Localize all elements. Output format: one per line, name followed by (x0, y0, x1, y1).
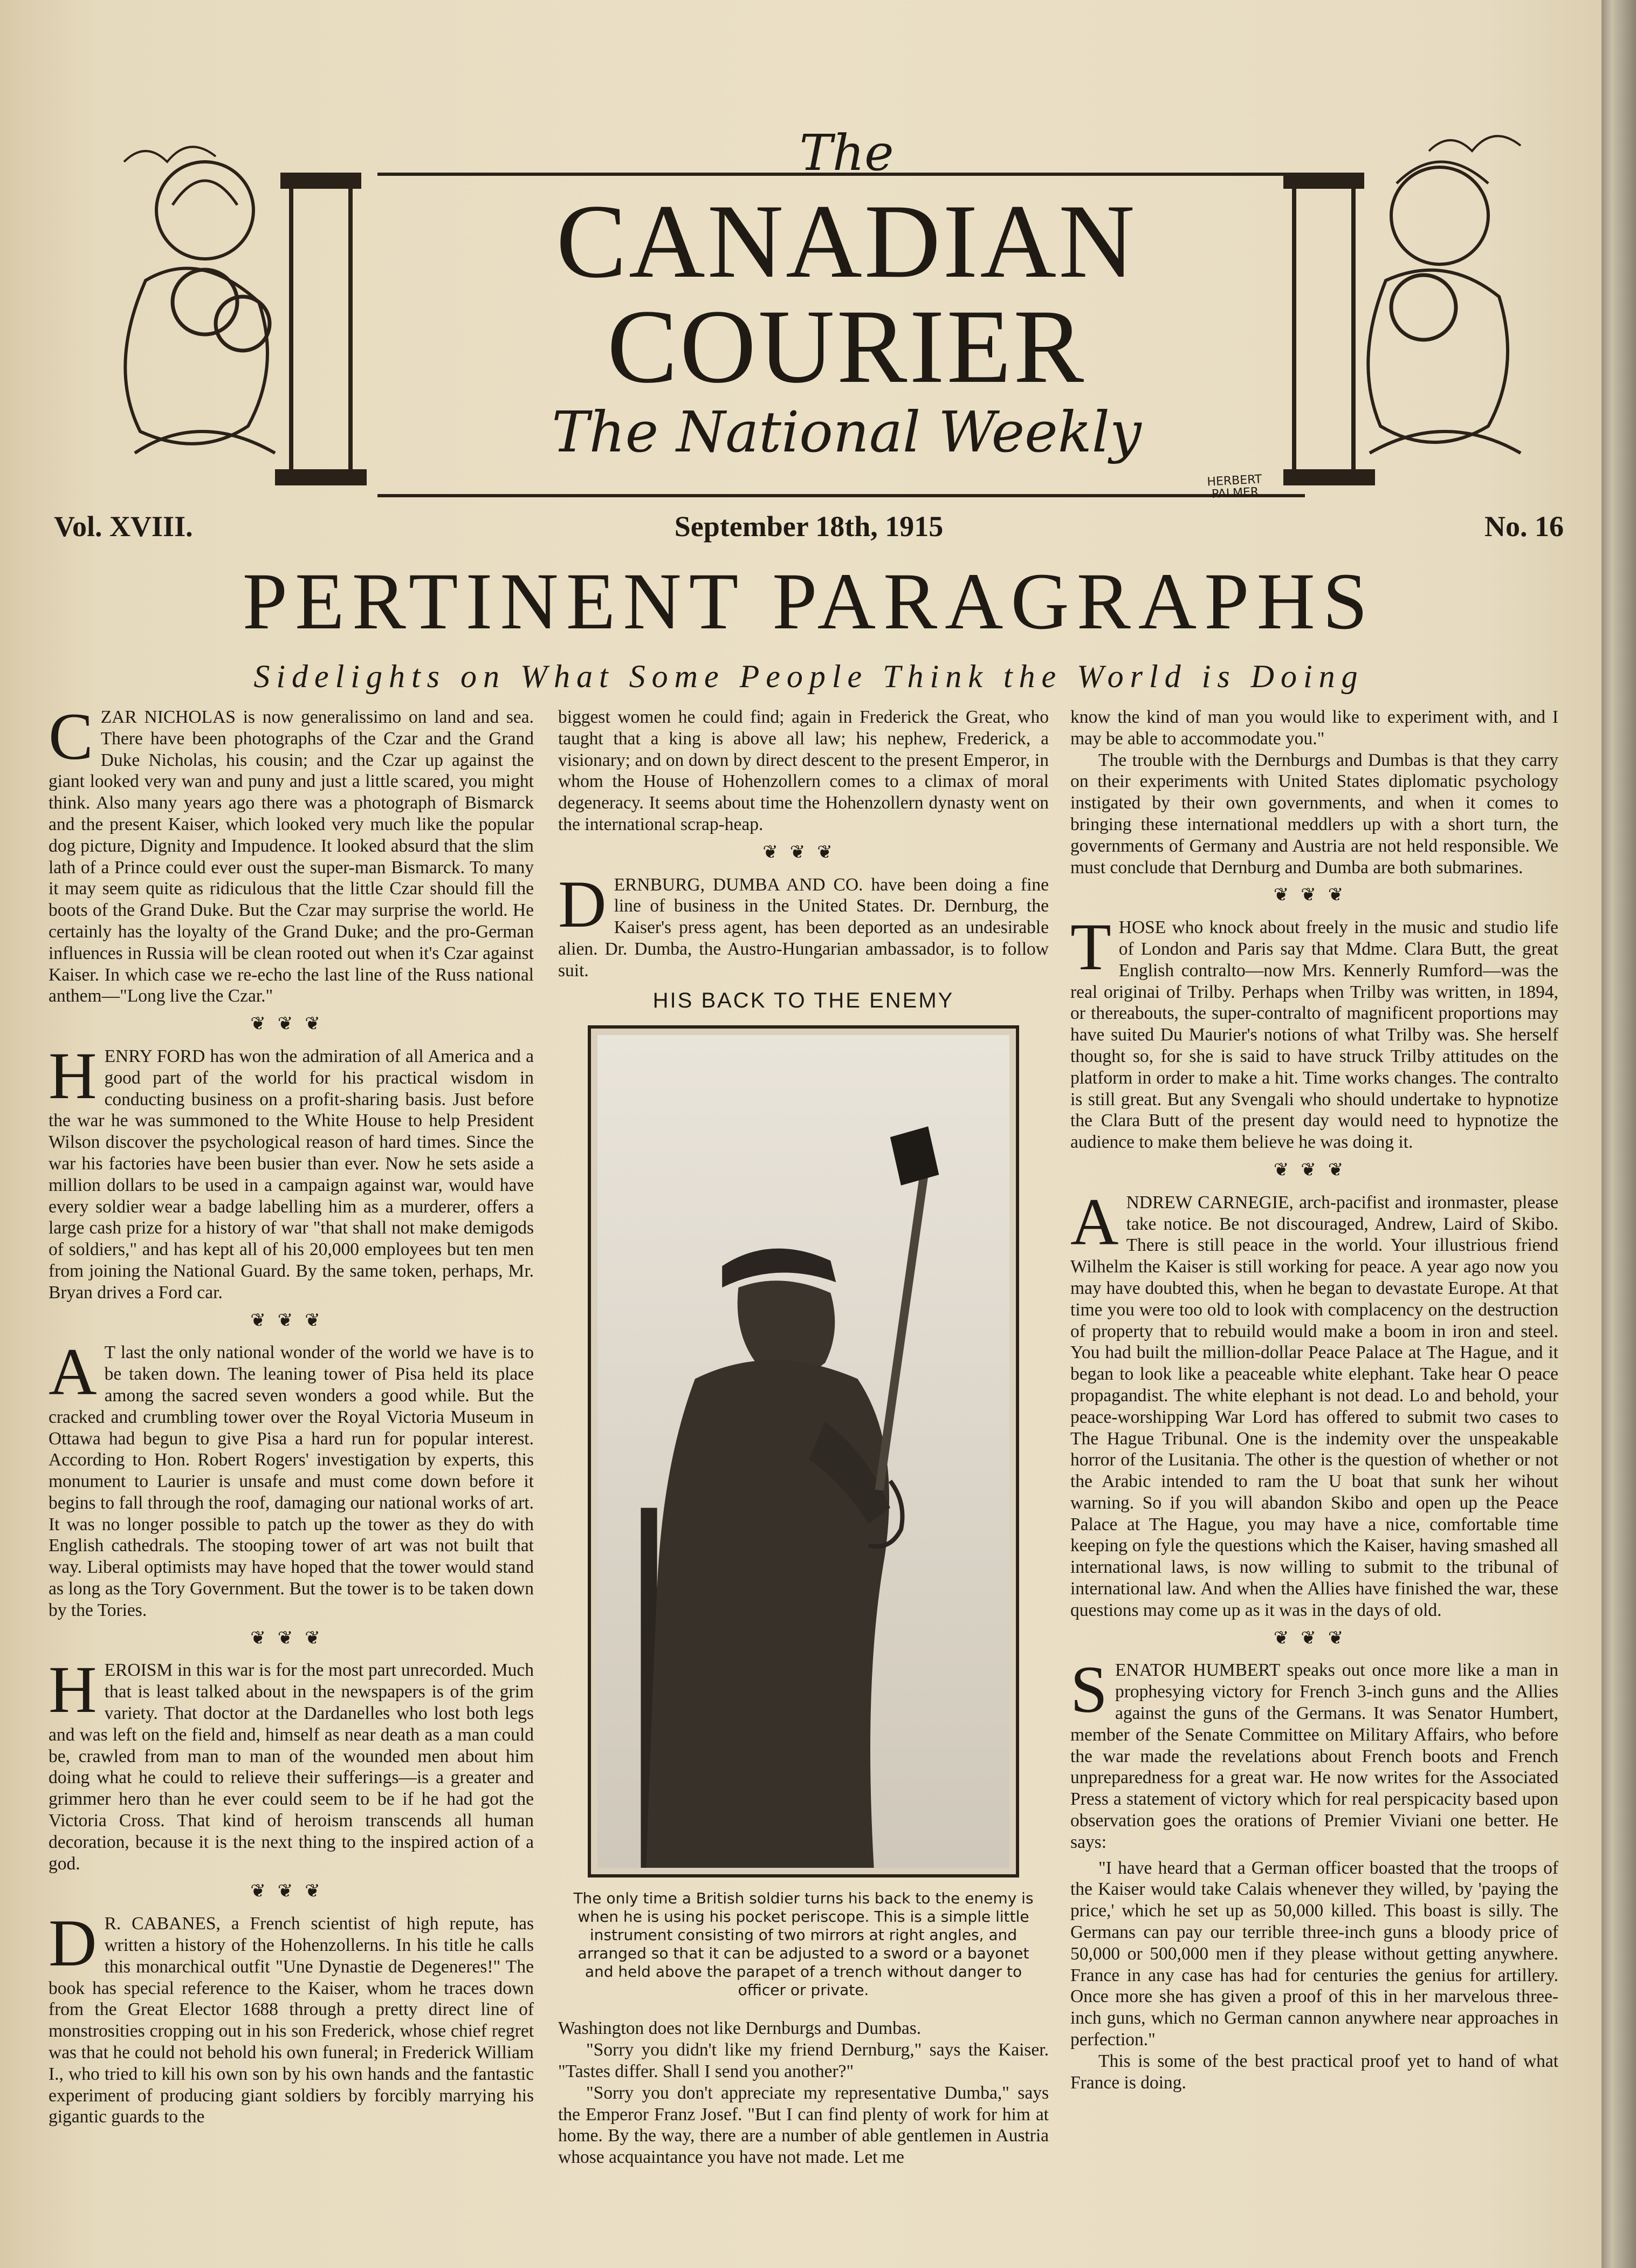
column-3 (1070, 707, 1558, 2093)
issue-number: No. 16 (1484, 510, 1564, 543)
paragraph-carnegie (1070, 1184, 1558, 1621)
column-1 (49, 700, 534, 2132)
masthead (102, 108, 1558, 507)
page-headline: PERTINENT PARAGRAPHS (242, 557, 1376, 646)
paragraph-humbert (1070, 1653, 1558, 1853)
drop-cap: D (49, 1906, 97, 1981)
paragraph-text: ENRY FORD has won the admiration of all America and a good part of the world for his practical wisdom in conducting business on a profit-sharing basis. Just before the war he was summoned to the White House to help President Wilson discover the psychological reason of hard times. Since the war his factories have been busier than ever. Now he sets aside a million dollars to be used in a campaign against war, would have every soldier wear a badge labelling him as a murderer, offers a large cash prize for a history of war "that shall not make demigods of soldiers," and has kept all of his 20,000 employees but ten men from joining the National Guard. By the same token, perhaps, Mr. Bryan drives a Ford car. (49, 1046, 534, 1303)
paragraph-text: HOSE who knock about freely in the music and studio life of London and Paris say that Mdme. Clara Butt, the great English contralto—now Mrs. Kennerly Rumford—was the real originai of Trilby. Perhaps when Trilby was written, in 1894, or thereabouts, the super-contralto of magnificent proportions may have suited Du Maurier's notions of what Trilby was. She herself thought so, for she is said to have struck Trilby attitudes on the platform in order to make a hit. Time works changes. The contralto is still great. But any Svengali who should undertake to hypnotize the Clara Butt of the present day would need to hypnotize the audience to make them believe he was doing it. (1070, 917, 1558, 1153)
paragraph-czar (49, 700, 534, 1007)
section-separator: ❦❦❦ (762, 841, 844, 863)
section-separator: ❦❦❦ (1273, 1159, 1356, 1181)
paragraph-sorry-kaiser: "Sorry you didn't like my friend Dernburg," says the Kaiser. "Tastes differ. Shall I send you another?" (558, 2040, 1049, 2081)
paragraph-cabanes (49, 1906, 534, 2128)
right-cherub-illustration (1283, 119, 1537, 496)
paragraph-text: EROISM in this war is for the most part unrecorded. Much that is least talked about in the newspapers is of the grim variety. That doctor at the Dardanelles who lost both legs and was left on the field and, himself as near death as a man could be, crawled from man to man of the wounded men about him doing what he could to relieve their sufferings—is a greater and grimmer hero than he ever could seem to be if he had got the Victoria Cross. That kind of heroism transcends all human decoration, because it is the next thing to the inspired action of a god. (49, 1660, 534, 1874)
drop-cap: S (1070, 1653, 1108, 1727)
paragraph-text: ERNBURG, DUMBA AND CO. have been doing a fine line of business in the United States. Dr. Dernburg, the Kaiser's press agent, has been deported as an undesirable alien. Dr. Dumba, the Austro-Hungarian ambassador, is to follow suit. (558, 874, 1049, 981)
section-separator: ❦❦❦ (250, 1013, 332, 1035)
drop-cap: H (49, 1653, 97, 1727)
soldier-periscope-photo-image (597, 1035, 1009, 1868)
section-separator: ❦❦❦ (1273, 884, 1356, 906)
paragraph-closing: This is some of the best practical proof yet to hand of what France is doing. (1070, 2051, 1558, 2093)
paragraph-pisa (49, 1335, 534, 1621)
section-separator: ❦❦❦ (1273, 1627, 1356, 1649)
photo-caption: The only time a British soldier turns his back to the enemy is when he is using his pocket periscope. This is a simple little instrument consisting of two mirrors at right angles, and arranged so that it can be adjusted to a sword or a bayonet and held above the parapet of a trench without danger to officer or private. (573, 1889, 1034, 1999)
paragraph-text: ZAR NICHOLAS is now generalissimo on land and sea. There have been photographs of the Czar and the Grand Duke Nicholas, his cousin; and the Czar up against the giant looked very wan and puny and just a little scared, you might think. Also many years ago there was a photograph of Bismarck and the present Kaiser, which looked very much like the popular dog picture, Dignity and Impudence. It looked absurd that the slim lath of a Prince could ever oust the super-man Bismarck. To many it may seem quite as ridiculous that the little Czar should fill the boots of the Grand Duke. But the Czar may surprise the world. He certainly has the loyalty of the Grand Duke; and the pro-German influences in Russia will be clean rooted out when it's Czar against Kaiser. In which case we re-echo the last line of the Russ national anthem—"Long live the Czar." (49, 707, 534, 1006)
paragraph-text: NDREW CARNEGIE, arch-pacifist and ironmaster, please take notice. Be not discouraged, Andrew, Laird of Skibo. There is still peace in the world. Your illustrious friend Wilhelm the Kaiser is still working for peace. A year ago now you may have doubted this, when he began to devastate Europe. At that time you were too old to look with complacency on the destruction of property that to rebuild would make a boom in iron and steel. You had built the million-dollar Peace Palace at The Hague, and it began to look like a peaceable white elephant. Take hear O peace propagandist. The white elephant is not dead. Lo and behold, your peace-worshipping War Lord has offered to submit two cases to The Hague Tribunal. One is the indemity over the unspeakable horror of the Lusitania. The other is the question of whether or not the Arabic intended to ram the U boat that sunk her wihout warning. So if you will abandon Skibo and open up the Peace Palace at The Hague, you may have a nice, comfortable time keeping on fyle the questions which the Kaiser, having smashed all international laws, is now willing to submit to the tribunal of international law. And when the Allies have finished the war, these questions may come up as it was in the days of old. (1070, 1192, 1558, 1620)
paragraph-text: T last the only national wonder of the world we have is to be taken down. The leaning tower of Pisa held its place among the sacred seven wonders a good while. But the cracked and crumbling tower over the Royal Victoria Museum in Ottawa had begun to give Pisa a hard run for popular interest. According to Hon. Robert Rogers' investigation by experts, this monument to Laurier is unsafe and must come down before it begins to fall through the roof, damaging our national works of art. It was no longer possible to patch up the tower as they do with English cathedrals. The stooping tower of art was not built that way. Liberal optimists may have hoped that the tower would stand as long as the Tory Government. But the tower is to be taken down by the Tories. (49, 1342, 534, 1620)
page-subheadline: Sidelights on What Some People Think the World is Doing (253, 659, 1364, 694)
paragraph-trouble: The trouble with the Dernburgs and Dumbas is that they carry on their experiments with United States diplomatic psychology instigated by their own governments, and when it comes to bringing these international meddlers up with a short turn, the governments of Germany and Austria are not held responsible. We must conclude that Dernburg and Dumba are both submarines. (1070, 750, 1558, 878)
drop-cap: A (1070, 1184, 1119, 1259)
paragraph-heroism (49, 1653, 534, 1874)
paragraph-dernburg (558, 867, 1049, 982)
drop-cap: A (49, 1335, 97, 1409)
artist-signature: HERBERT PALMER (1206, 472, 1262, 502)
issue-date: September 18th, 1915 (674, 510, 944, 543)
paragraph-text: ENATOR HUMBERT speaks out once more like a man in prophesying victory for French 3-inch guns and the Allies against the guns of the Germans. It was Senator Humbert, member of the Senate Committee on Military Affairs, who before the war made the revelations about French boots and French unpreparedness for a great war. He now writes for the Associated Press a statement of victory which for real perspicacity based upon observation goes the orations of Premier Viviani one better. He says: (1070, 1660, 1558, 1852)
photo-title: HIS BACK TO THE ENEMY (652, 988, 954, 1012)
drop-cap: C (49, 700, 93, 773)
paragraph-text: R. CABANES, a French scientist of high repute, has written a history of the Hohenzollerns. In his title he calls this monarchical outfit "Une Dynastie de Degeneres!" The book has special reference to the Kaiser, whom he traces down from the Great Elector 1688 through a pretty direct line of monstrosities cropping out in his son Frederick, whose chief regret was that he could not behold his own funeral; in Frederick William I., who tried to kill his own son by his own hands and the fantastic experiment of producing giant soldiers by forcibly marrying his gigantic guards to the (49, 1914, 534, 2127)
issue-info-row (54, 510, 1564, 547)
paragraph-washington: Washington does not like Dernburgs and Dumbas. (558, 2018, 922, 2039)
drop-cap: H (49, 1038, 97, 1113)
column-2 (558, 707, 1049, 2168)
issue-volume: Vol. XVIII. (54, 510, 193, 543)
paragraph-sorry-franz-josef: "Sorry you don't appreciate my representative Dumba," says the Emperor Franz Josef. "But I can find plenty of work for him at home. By the way, there are a number of able gentlemen in Austria whose acquaintance you have not made. Let me (558, 2082, 1049, 2168)
drop-cap: T (1070, 910, 1111, 984)
masthead-subtitle: The National Weekly (552, 399, 1142, 465)
paragraph-continuation: biggest women he could find; again in Frederick the Great, who taught that a king is above all law; his nephew, Frederick, a visionary; and on down by direct descent to the present Emperor, in whom the House of Hohenzollern comes to a climax of moral degeneracy. It seems about time the Hohenzollern dynasty went on the international scrap-heap. (558, 707, 1049, 834)
masthead-the: The (799, 124, 894, 182)
masthead-title-canadian: CANADIAN (556, 183, 1137, 300)
paragraph-continuation: know the kind of man you would like to experiment with, and I may be able to accommodate you." (1070, 707, 1558, 749)
paragraph-quote: "I have heard that a German officer boasted that the troops of the Kaiser would take Calais whenever they willed, by 'paying the price,' which he set up as 50,000 killed. This boast is silly. The Germans can pay our terrible three-inch guns a bloody price of 50,000 or 500,000 men if they please without getting anywhere. France in any case has had for centuries the genius for artillery. Once more she has given a proof of this in her marvelous three-inch guns, which no German cannon anywhere near approaches in perfection." (1070, 1858, 1558, 2050)
paragraph-ford (49, 1038, 534, 1304)
section-separator: ❦❦❦ (250, 1880, 332, 1902)
section-separator: ❦❦❦ (250, 1627, 332, 1649)
left-cherub-illustration (113, 119, 367, 496)
page-binding (1601, 0, 1636, 2268)
section-separator: ❦❦❦ (250, 1309, 332, 1331)
masthead-title-courier: COURIER (607, 288, 1087, 405)
soldier-photo (588, 1025, 1019, 1878)
paragraph-trilby (1070, 910, 1558, 1153)
drop-cap: D (558, 867, 607, 941)
